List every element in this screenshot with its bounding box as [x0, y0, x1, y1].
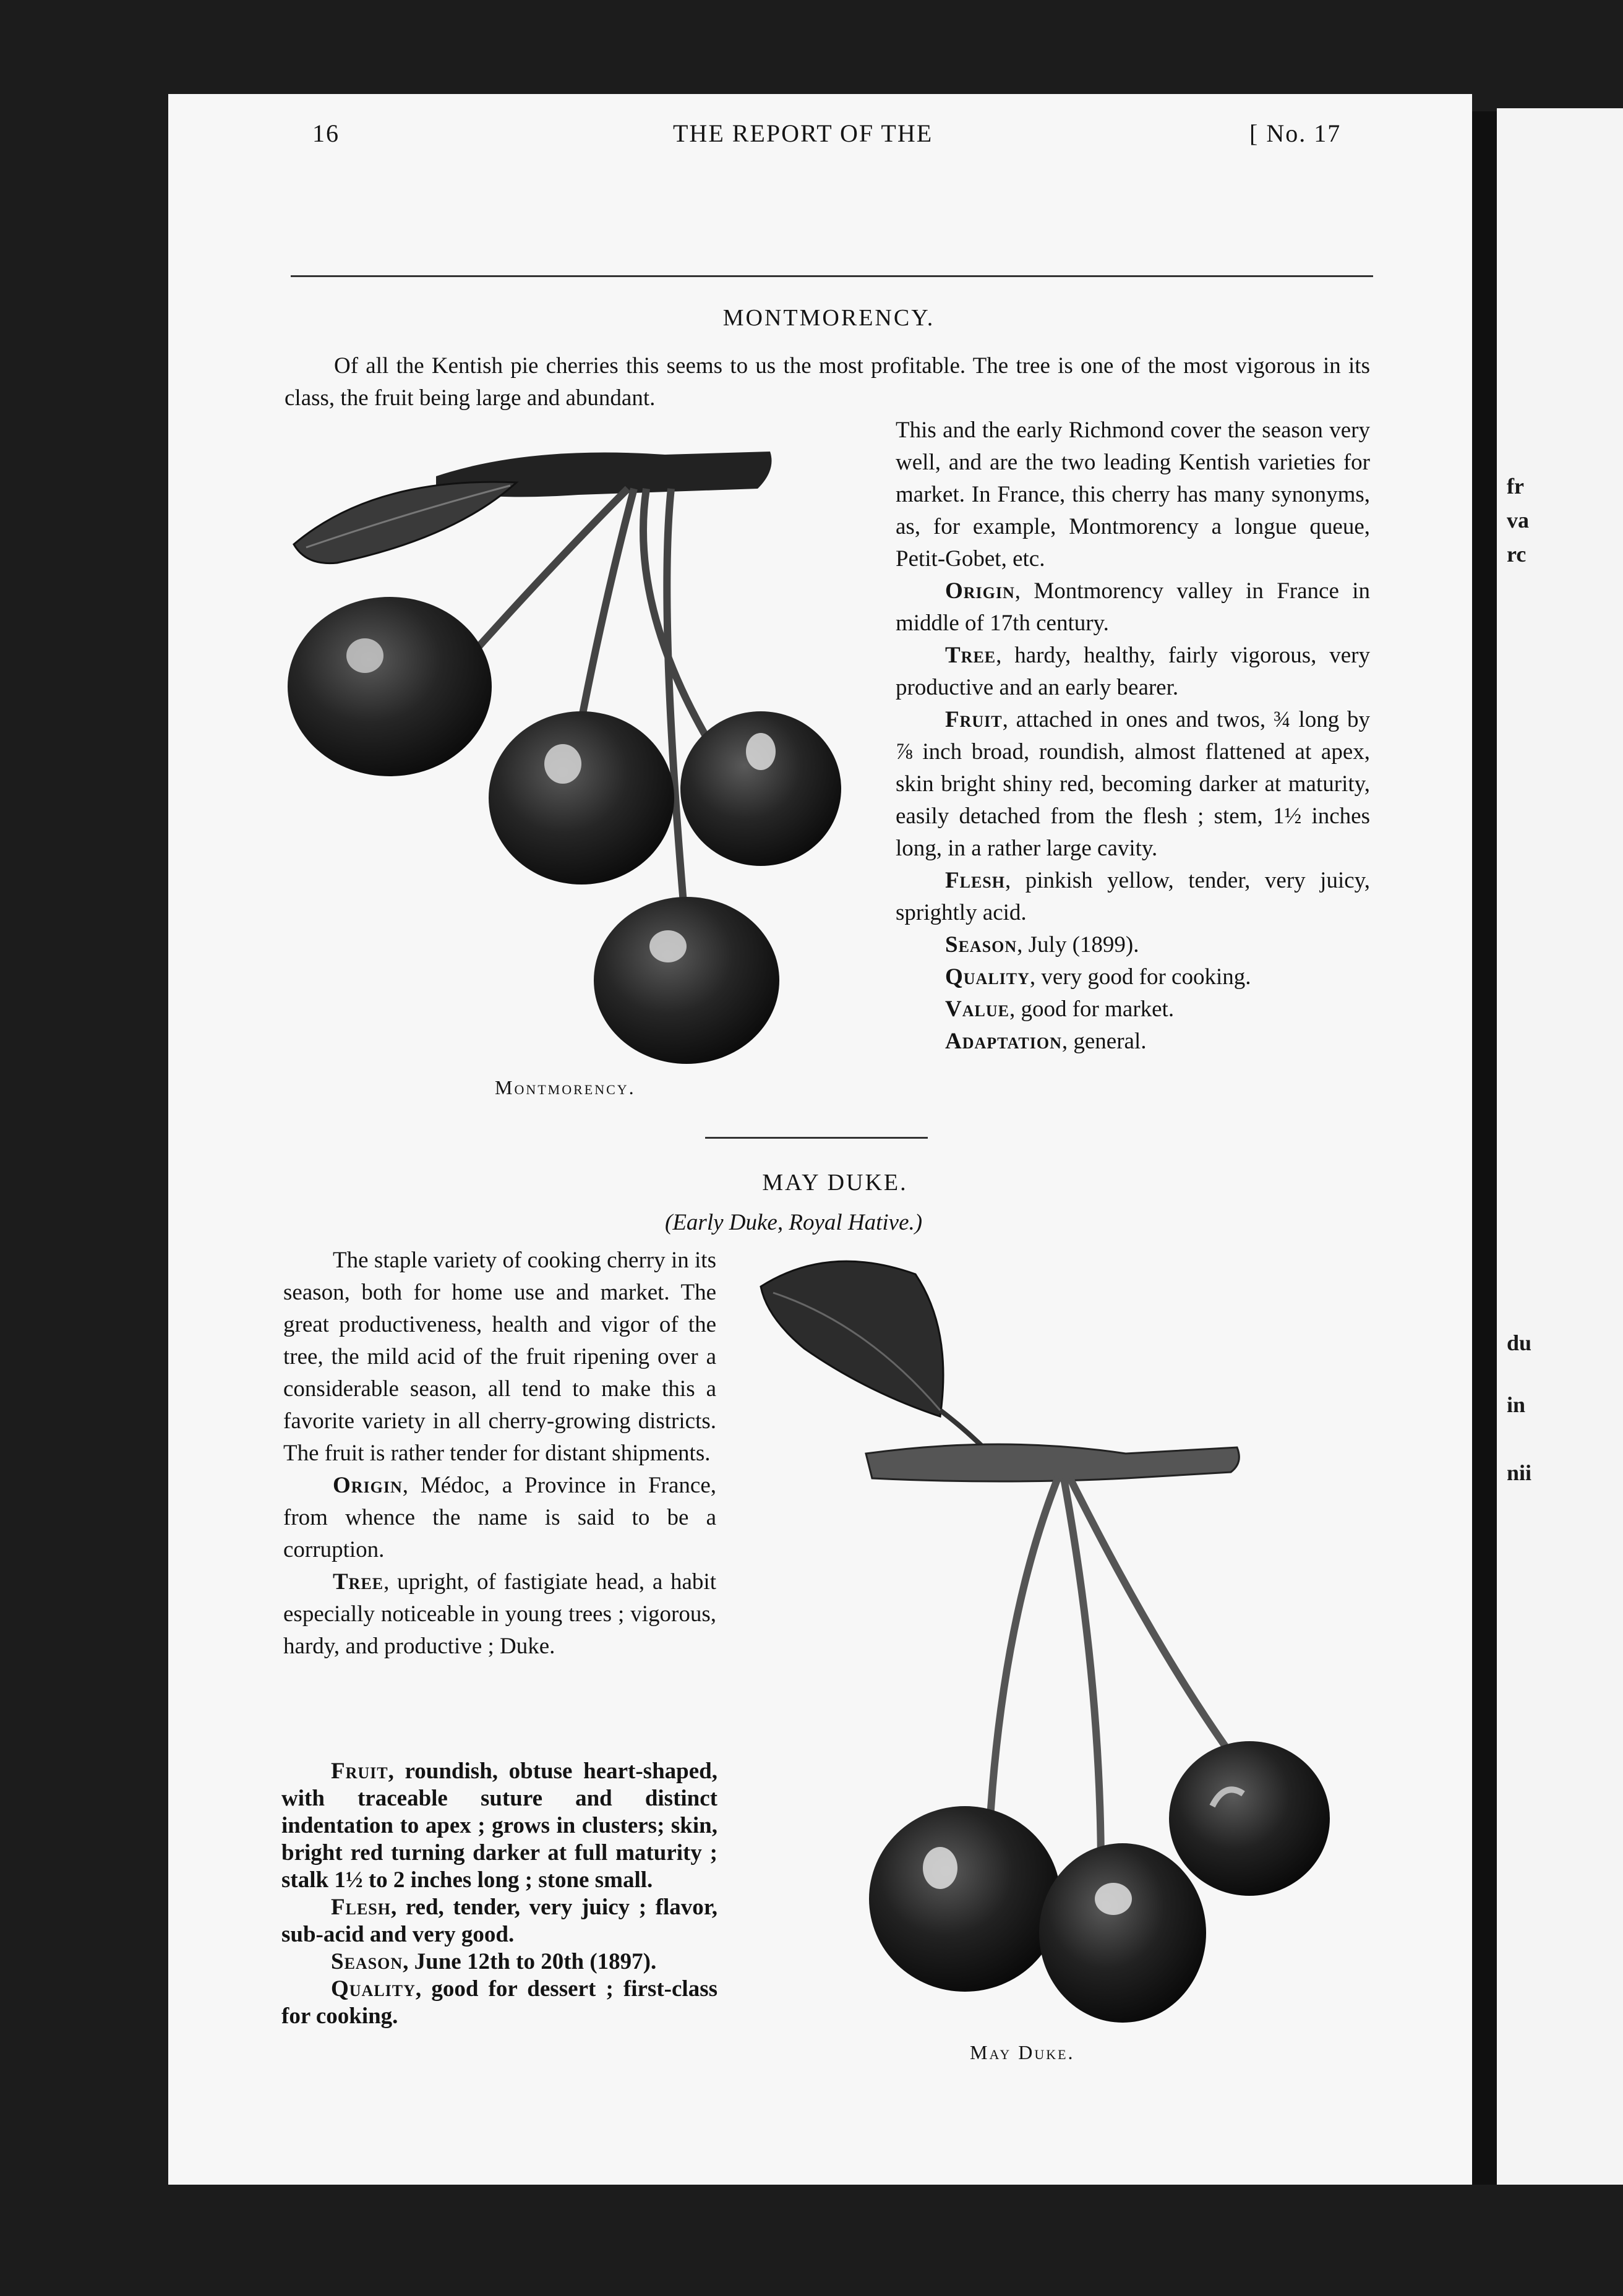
cherry-left: [288, 597, 492, 776]
montmorency-quality: Quality, very good for cooking.: [945, 964, 1251, 990]
cherry-right: [1169, 1741, 1330, 1896]
section-title-montmorency: MONTMORENCY.: [722, 305, 935, 331]
facing-page-fragment: du: [1507, 1330, 1532, 1355]
book-gutter: [1472, 111, 1497, 2185]
montmorency-description: [896, 414, 1370, 1058]
montmorency-season: Season, July (1899).: [945, 932, 1139, 957]
facing-page-fragment: fr: [1507, 474, 1524, 499]
section-divider: [705, 1137, 928, 1139]
montmorency-intro-cont: This and the early Richmond cover the season very well, and are the two leading Kentish varieties for market. In France, this cherry has many synonyms, as, for example, Montmorency a longue queue, Petit-Gobet, etc.: [896, 418, 1370, 572]
may-duke-quality: Quality, good for dessert ; first-class for cooking.: [281, 1976, 717, 2029]
montmorency-adaptation: Adaptation, general.: [945, 1029, 1147, 1054]
montmorency-fruit: Fruit, attached in ones and twos, ¾ long by ⅞ inch broad, roundish, almost flattened at apex, skin bright shiny red, becoming darker at maturity, easily detached from the flesh ; stem, 1½ inches long, in a rather large cavity.: [896, 707, 1370, 861]
facing-page-edge: [1497, 108, 1623, 2185]
may-duke-fruit: Fruit, roundish, obtuse heart-shaped, with traceable suture and distinct indentation to apex ; grows in clusters; skin, bright red turning darker at full maturity ; stalk 1½ to 2 inches long ; stone small.: [281, 1758, 717, 1893]
may-duke-details: [281, 1758, 717, 2030]
page-number: 16: [312, 119, 340, 147]
header-rule: [291, 275, 1373, 277]
montmorency-origin: Origin, Montmorency valley in France in middle of 17th century.: [896, 578, 1370, 636]
caption-montmorency: Montmorency.: [495, 1076, 636, 1099]
facing-page-fragment: rc: [1507, 542, 1527, 567]
montmorency-tree: Tree, hardy, healthy, fairly vigorous, very productive and an early bearer.: [896, 643, 1370, 700]
caption-may-duke: May Duke.: [970, 2041, 1075, 2063]
section-title-may-duke: MAY DUKE.: [762, 1170, 908, 1196]
cherry-bottom: [594, 897, 779, 1064]
running-title: THE REPORT OF THE: [673, 119, 933, 147]
issue-number: [ No. 17: [1249, 119, 1342, 147]
may-duke-tree: Tree, upright, of fastigiate head, a habit especially noticeable in young trees ; vigorous, hardy, and productive ; Duke.: [283, 1569, 716, 1659]
may-duke-intro: The staple variety of cooking cherry in its season, both for home use and market. The great productiveness, health and vigor of the tree, the mild acid of the fruit ripening over a considerable season, all tend to make this a favorite variety in all cherry-growing districts. The fruit is rather tender for distant shipments.: [283, 1248, 716, 1466]
montmorency-flesh: Flesh, pinkish yellow, tender, very juicy, sprightly acid.: [896, 868, 1370, 925]
montmorency-value: Value, good for market.: [945, 996, 1175, 1022]
may-duke-description: [283, 1244, 716, 1663]
facing-page-fragment: va: [1507, 508, 1529, 533]
facing-page-fragment: nii: [1507, 1460, 1532, 1485]
may-duke-origin: Origin, Médoc, a Province in France, from whence the name is said to be a corruption.: [283, 1473, 716, 1562]
montmorency-cherry-illustration: [281, 421, 875, 1076]
may-duke-synonyms: (Early Duke, Royal Hative.): [665, 1210, 923, 1235]
cherry-left: [869, 1806, 1061, 1992]
may-duke-cherry-illustration: [755, 1249, 1373, 2029]
facing-page-fragment: in: [1507, 1392, 1526, 1417]
cherry-middle: [1039, 1843, 1206, 2023]
may-duke-season: Season, June 12th to 20th (1897).: [331, 1949, 657, 1974]
may-duke-flesh: Flesh, red, tender, very juicy ; flavor, sub-acid and very good.: [281, 1895, 717, 1947]
montmorency-intro: Of all the Kentish pie cherries this seems to us the most profitable. The tree is one of the most vigorous in its class, the fruit being large and abundant.: [285, 353, 1370, 411]
cherry-middle: [489, 711, 674, 885]
